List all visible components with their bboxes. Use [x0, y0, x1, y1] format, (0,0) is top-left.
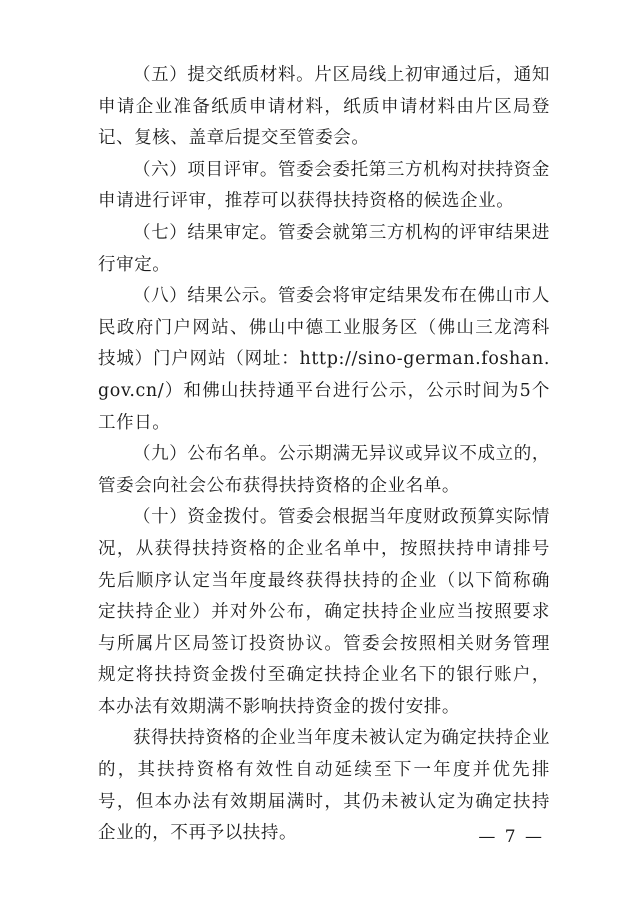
- paragraph-fund-allocation: （十）资金拨付。管委会根据当年度财政预算实际情况，从获得扶持资格的企业名单中，按照扶持申请排号先后顺序认定当年度最终获得扶持的企业（以下简称确定扶持企业）并对外公布，确定扶持企业应当按照要求与所属片区局签订投资协议。管委会按照相关财务管理规定将扶持资金拨付至确定扶持企业名下的银行账户，本办法有效期满不影响扶持资金的拨付安排。: [98, 507, 550, 717]
- paragraph-publish-list: （九）公布名单。公示期满无异议或异议不成立的，管委会向社会公布获得扶持资格的企业名单。: [98, 444, 550, 496]
- paragraph-project-review: （六）项目评审。管委会委托第三方机构对扶持资金申请进行评审，推荐可以获得扶持资格的候选企业。: [98, 159, 550, 212]
- paragraph-eligibility-extension: 获得扶持资格的企业当年度未被认定为确定扶持企业的，其扶持资格有效性自动延续至下一年度并优先排号，但本办法有效期届满时，其仍未被认定为确定扶持企业的，不再予以扶持。: [98, 728, 550, 844]
- page-number: — 7 —: [478, 827, 544, 847]
- paragraph-result-publicity: （八）结果公示。管委会将审定结果发布在佛山市人民政府门户网站、佛山中德工业服务区（佛山三龙湾科技城）门户网站（网址：http://sino-german.foshan.gov.cn/）和佛山扶持通平台进行公示，公示时间为5个工作日。: [98, 286, 550, 433]
- document-body: [98, 60, 550, 850]
- paragraph-submit-paper-materials: （五）提交纸质材料。片区局线上初审通过后，通知申请企业准备纸质申请材料，纸质申请材料由片区局登记、复核、盖章后提交至管委会。: [98, 65, 550, 149]
- paragraph-result-approval: （七）结果审定。管委会就第三方机构的评审结果进行审定。: [98, 222, 550, 275]
